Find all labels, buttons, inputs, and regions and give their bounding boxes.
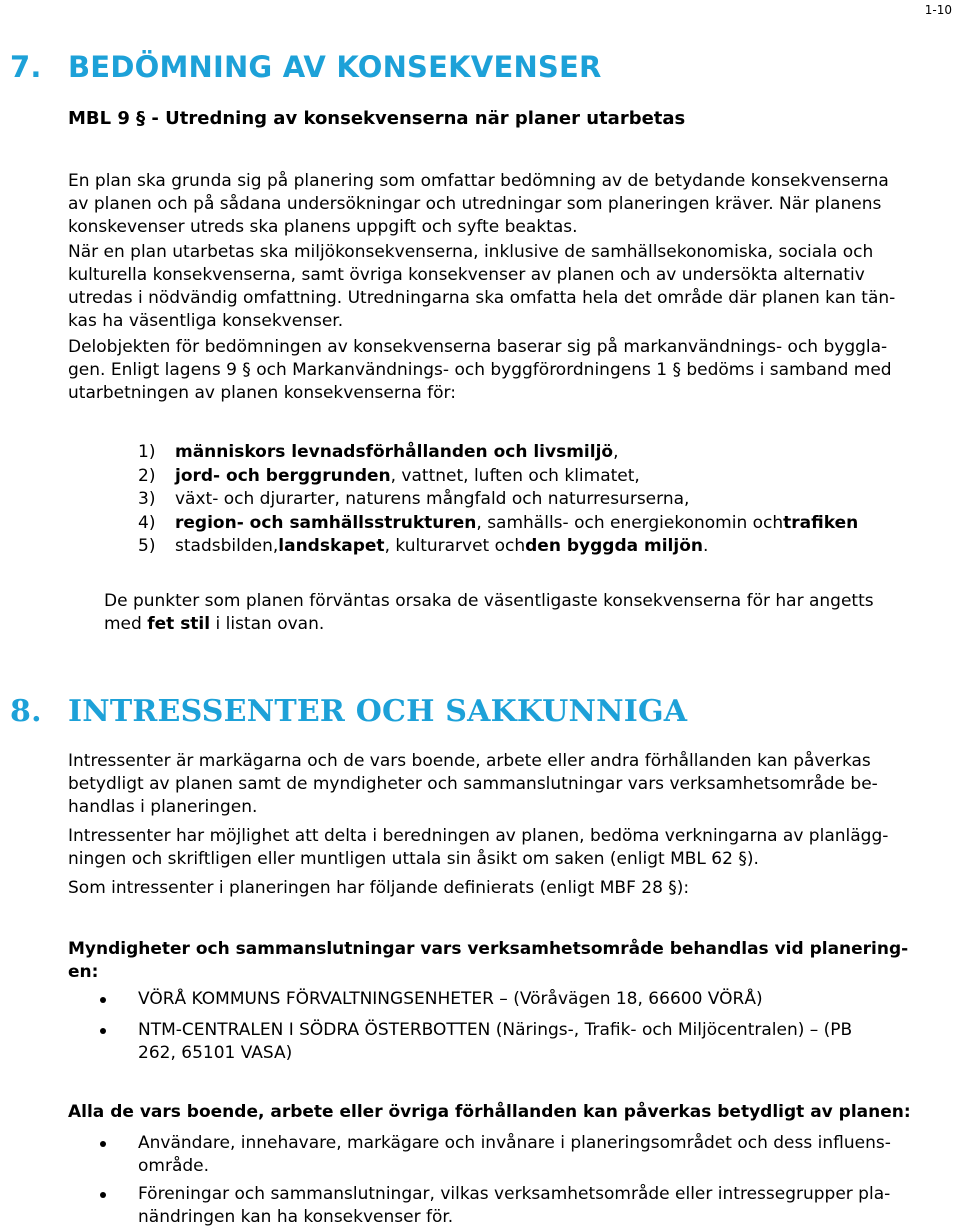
text-line: Delobjekten för bedömningen av konsekvenserna baserar sig på markanvändnings- och byggla- bbox=[68, 337, 888, 357]
bullet-text: nändringen kan ha konsekvenser för. bbox=[138, 1207, 454, 1227]
text-line: En plan ska grunda sig på planering som omfattar bedömning av de betydande konsekvenserna bbox=[68, 171, 889, 191]
text-line: gen. Enligt lagens 9 § och Markanvändnings- och byggförordningens 1 § bedöms i samband med bbox=[68, 360, 892, 380]
text-line: kulturella konsekvenserna, samt övriga konsekvenser av planen och av undersökta alternativ bbox=[68, 265, 865, 285]
bullet-text: område. bbox=[138, 1156, 210, 1176]
text-line: Alla de vars boende, arbete eller övriga förhållanden kan påverkas betydligt av planen: bbox=[68, 1102, 911, 1122]
list-text: , vattnet, luften och klimatet, bbox=[390, 465, 640, 486]
note-text: med bbox=[104, 614, 148, 634]
section-7-paragraph-3 bbox=[68, 336, 950, 405]
text-line: av planen och på sådana undersökningar och utredningar som planeringen kräver. När planens bbox=[68, 194, 882, 214]
section-7-number: 7. bbox=[10, 50, 42, 84]
list-text-bold: landskapet bbox=[278, 536, 385, 556]
list-item bbox=[138, 441, 858, 465]
text-line: Myndigheter och sammanslutningar vars verksamhetsområde behandlas vid planering- bbox=[68, 939, 909, 959]
section-7-paragraph-2 bbox=[68, 241, 950, 333]
list-text-bold: människors levnadsförhållanden och livsmiljö bbox=[175, 442, 614, 462]
section-8-paragraph-1 bbox=[68, 750, 950, 819]
list-text-bold: trafiken bbox=[783, 512, 859, 533]
text-line: utarbetningen av planen konsekvenserna för: bbox=[68, 383, 456, 403]
authorities-heading bbox=[68, 938, 950, 984]
list-number: 2) bbox=[138, 465, 156, 486]
text-line: Intressenter är markägarna och de vars boende, arbete eller andra förhållanden kan påverkas bbox=[68, 751, 871, 771]
section-7-heading bbox=[10, 50, 602, 84]
section-8-paragraph-2 bbox=[68, 825, 950, 871]
bullet-text: Föreningar och sammanslutningar, vilkas verksamhetsområde eller intressegrupper pla- bbox=[138, 1184, 891, 1204]
text-line: De punkter som planen förväntas orsaka de väsentligaste konsekvenserna för har angetts bbox=[104, 591, 874, 611]
text-line: ningen och skriftligen eller muntligen uttala sin åsikt om saken (enligt MBL 62 §). bbox=[68, 849, 759, 869]
list-text-bold: jord- och berggrunden bbox=[175, 465, 391, 486]
bullet-icon bbox=[100, 997, 106, 1003]
section-8-number: 8. bbox=[10, 694, 42, 729]
list-text: , kulturarvet och bbox=[384, 536, 526, 556]
list-text: stadsbilden, bbox=[175, 536, 279, 556]
text-line: Intressenter har möjlighet att delta i beredningen av planen, bedöma verkningarna av planlägg- bbox=[68, 826, 889, 846]
list-item bbox=[138, 535, 858, 559]
list-text: , bbox=[613, 442, 619, 462]
list-text: växt- och djurarter, naturens mångfald och naturresurserna, bbox=[175, 489, 690, 509]
section-7-note bbox=[104, 590, 960, 636]
text-line: När en plan utarbetas ska miljökonsekvenserna, inklusive de samhällsekonomiska, sociala och bbox=[68, 242, 874, 262]
section-7-paragraph-1 bbox=[68, 170, 950, 239]
bullet-text: 262, 65101 VASA) bbox=[138, 1043, 293, 1063]
list-item bbox=[138, 465, 858, 489]
text-line: en: bbox=[68, 962, 99, 982]
text-line: kas ha väsentliga konsekvenser. bbox=[68, 311, 344, 331]
text-line: konskevenser utreds ska planens uppgift och syfte beaktas. bbox=[68, 217, 578, 237]
list-number: 3) bbox=[138, 489, 156, 509]
list-number: 4) bbox=[138, 512, 156, 533]
text-line: Som intressenter i planeringen har följande definierats (enligt MBF 28 §): bbox=[68, 878, 690, 898]
note-text-bold: fet stil bbox=[147, 614, 211, 634]
page-number: 1-10 bbox=[924, 3, 952, 17]
text-line bbox=[104, 613, 960, 636]
list-text: . bbox=[703, 536, 709, 556]
bullet-text: VÖRÅ KOMMUNS FÖRVALTNINGSENHETER – (Vöråvägen 18, 66600 VÖRÅ) bbox=[138, 989, 763, 1009]
section-8-heading bbox=[10, 694, 687, 729]
list-text: , samhälls- och energiekonomin och bbox=[476, 512, 784, 533]
section-8-title: INTRESSENTER OCH SAKKUNNIGA bbox=[68, 694, 688, 729]
list-text-bold: region- och samhällsstrukturen bbox=[175, 512, 477, 533]
list-text-bold: den byggda miljön bbox=[525, 536, 703, 556]
bullet-text: NTM-CENTRALEN I SÖDRA ÖSTERBOTTEN (Närings-, Trafik- och Miljöcentralen) – (PB bbox=[138, 1020, 853, 1040]
section-7-title: BEDÖMNING AV KONSEKVENSER bbox=[68, 50, 602, 84]
consequence-list bbox=[138, 441, 858, 559]
section-8-paragraph-3 bbox=[68, 877, 950, 900]
bullet-text: Användare, innehavare, markägare och invånare i planeringsområdet och dess influens- bbox=[138, 1133, 891, 1153]
affected-parties-heading bbox=[68, 1101, 950, 1124]
list-number: 5) bbox=[138, 536, 156, 556]
list-item bbox=[138, 488, 858, 512]
section-7-subtitle: MBL 9 § - Utredning av konsekvenserna när planer utarbetas bbox=[68, 108, 686, 129]
list-item bbox=[138, 512, 858, 536]
bullet-icon bbox=[100, 1028, 106, 1034]
bullet-icon bbox=[100, 1192, 106, 1198]
text-line: handlas i planeringen. bbox=[68, 797, 258, 817]
list-number: 1) bbox=[138, 442, 156, 462]
text-line: utredas i nödvändig omfattning. Utredningarna ska omfatta hela det område där planen kan tän- bbox=[68, 288, 896, 308]
text-line: betydligt av planen samt de myndigheter och sammanslutningar vars verksamhetsområde be- bbox=[68, 774, 878, 794]
bullet-icon bbox=[100, 1141, 106, 1147]
note-text: i listan ovan. bbox=[210, 614, 325, 634]
